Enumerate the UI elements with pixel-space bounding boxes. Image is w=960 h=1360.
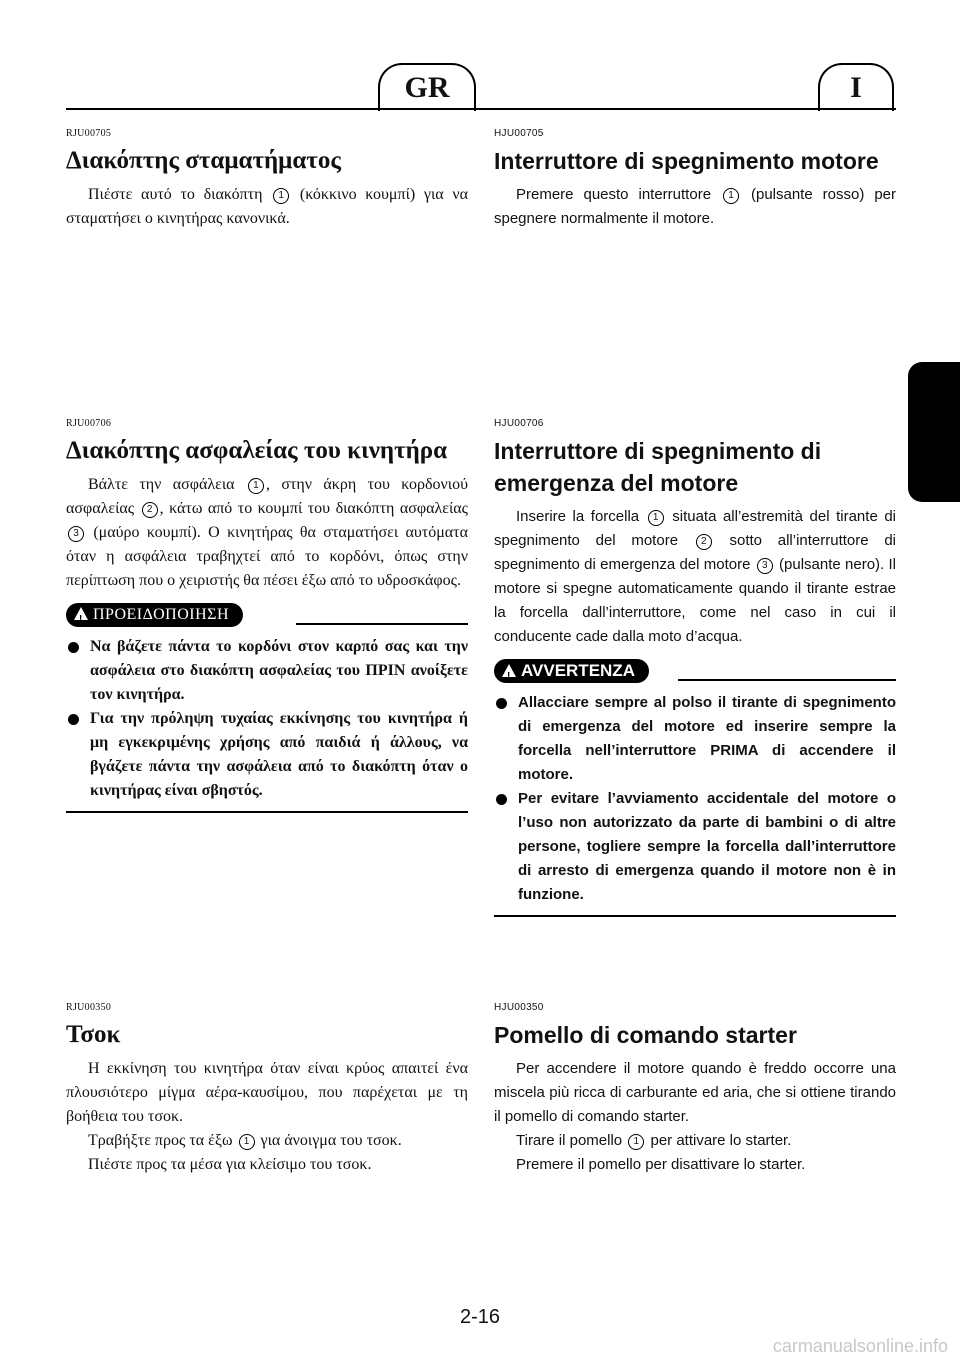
callout-number-icon: 2	[696, 534, 712, 550]
language-tab-italian: I	[818, 63, 894, 111]
callout-number-icon: 3	[68, 526, 84, 542]
bullet-icon	[68, 642, 79, 653]
callout-number-icon: 1	[723, 188, 739, 204]
section-emergency-switch-gr	[66, 418, 468, 813]
section-emergency-switch-it	[494, 418, 896, 917]
body-paragraph: Πιέστε προς τα μέσα για κλείσιμο του τσοκ.	[88, 1156, 372, 1173]
section-code: HJU00706	[494, 418, 544, 429]
language-tab-greek: GR	[378, 63, 476, 111]
section-title: Τσοκ	[66, 1021, 121, 1048]
chapter-thumb-tab	[908, 362, 960, 502]
body-paragraph: Per accendere il motore quando è freddo occorre una miscela più ricca di carburante ed aria, che si ottiene tirando il pomello di comando starter.	[494, 1060, 896, 1125]
section-title: Διακόπτης σταματήματος	[66, 147, 341, 174]
header-rule	[66, 108, 896, 110]
body-paragraph: Η εκκίνηση του κινητήρα όταν είναι κρύος απαιτεί ένα πλουσιότερο μίγμα αέρα-καυσίμου, που παρέχεται με τη βοήθεια του τσοκ.	[66, 1060, 468, 1125]
callout-number-icon: 3	[757, 558, 773, 574]
section-stop-switch-gr	[66, 128, 468, 231]
warning-end-rule	[66, 811, 468, 813]
callout-number-icon: 1	[273, 188, 289, 204]
body-paragraph: Πιέστε αυτό το διακόπτη 1 (κόκκινο κουμπί) για να σταματήσει ο κινητήρας κανονικά.	[66, 186, 469, 227]
section-code: HJU00350	[494, 1002, 544, 1013]
callout-number-icon: 1	[648, 510, 664, 526]
section-title: Interruttore di spegnimento motore	[494, 148, 879, 174]
warning-triangle-icon	[502, 664, 516, 677]
list-item: Να βάζετε πάντα το κορδόνι στον καρπό σας και την ασφάλεια στο διακόπτη ασφαλείας του ΠΡΙΝ ανοίξετε τον κινητήρα.	[66, 635, 468, 707]
watermark: carmanualsonline.info	[772, 1336, 948, 1356]
section-code: RJU00350	[66, 1002, 112, 1013]
warning-list	[66, 635, 468, 803]
section-stop-switch-it	[494, 128, 896, 231]
section-code: RJU00705	[66, 128, 112, 139]
callout-number-icon: 1	[628, 1134, 644, 1150]
warning-badge: !ΠΡΟΕΙΔΟΠΟΙΗΣΗ	[66, 603, 243, 627]
body-paragraph: Τραβήξτε προς τα έξω 1 για άνοιγμα του τσοκ.	[88, 1132, 402, 1149]
warning-header	[494, 659, 896, 685]
list-item: Per evitare l’avviamento accidentale del motore o l’uso non autorizzato da parte di bambini o di altre persone, togliere sempre la forcella dall’interruttore di arresto di emergenza quando il motore non è in funzione.	[494, 787, 896, 907]
warning-header	[66, 603, 468, 629]
callout-number-icon: 1	[239, 1134, 255, 1150]
section-title: Pomello di comando starter	[494, 1022, 797, 1048]
section-choke-it	[494, 1002, 896, 1177]
body-paragraph: Inserire la forcella 1 situata all’estremità del tirante di spegnimento del motore 2 sotto all’interruttore di spegnimento di emergenza del motore 3 (pulsante nero). Il motore si spegne automaticamente quando il tirante estrae la forcella dall’interruttore, come nel caso in cui il conducente cade dalla moto d’acqua.	[494, 508, 896, 645]
section-choke-gr	[66, 1002, 468, 1177]
bullet-icon	[68, 714, 79, 725]
body-paragraph: Tirare il pomello 1 per attivare lo starter.	[516, 1132, 792, 1149]
page-number: 2-16	[459, 1306, 501, 1328]
body-paragraph: Βάλτε την ασφάλεια 1 , στην άκρη του κορδονιού ασφαλείας 2 , κάτω από το κουμπί του διακόπτη ασφαλείας 3 (μαύρο κουμπί). Ο κινητήρας θα σταματήσει αυτόματα όταν η ασφάλεια τραβηχτεί από το κορδόνι, όπως στην περίπτωση που ο χειριστής θα πέσει έξω από το υδροσκάφος.	[66, 476, 469, 589]
callout-number-icon: 1	[248, 478, 264, 494]
warning-end-rule	[494, 915, 896, 917]
callout-number-icon: 2	[142, 502, 158, 518]
warning-rule	[678, 679, 896, 681]
section-title: Interruttore di spegnimento di emergenza del motore	[494, 438, 822, 496]
section-title: Διακόπτης ασφαλείας του κινητήρα	[66, 437, 448, 464]
section-code: RJU00706	[66, 418, 112, 429]
body-paragraph: Premere questo interruttore 1 (pulsante rosso) per spegnere normalmente il motore.	[494, 186, 896, 227]
section-code: HJU00705	[494, 128, 544, 139]
bullet-icon	[496, 794, 507, 805]
body-paragraph: Premere il pomello per disattivare lo starter.	[516, 1156, 806, 1173]
list-item: Για την πρόληψη τυχαίας εκκίνησης του κινητήρα ή μη εγκεκριμένης χρήσης από παιδιά ή άλλους, να βγάζετε πάντα την ασφάλεια από το διακόπτη όταν ο κινητήρας είναι σβηστός.	[66, 707, 468, 803]
list-item: Allacciare sempre al polso il tirante di spegnimento di emergenza del motore ed inserire sempre la forcella nell’interruttore PRIMA di accendere il motore.	[494, 691, 896, 787]
bullet-icon	[496, 698, 507, 709]
warning-rule	[296, 623, 468, 625]
warning-triangle-icon	[74, 607, 88, 620]
warning-badge: !AVVERTENZA	[494, 659, 649, 683]
warning-list	[494, 691, 896, 907]
